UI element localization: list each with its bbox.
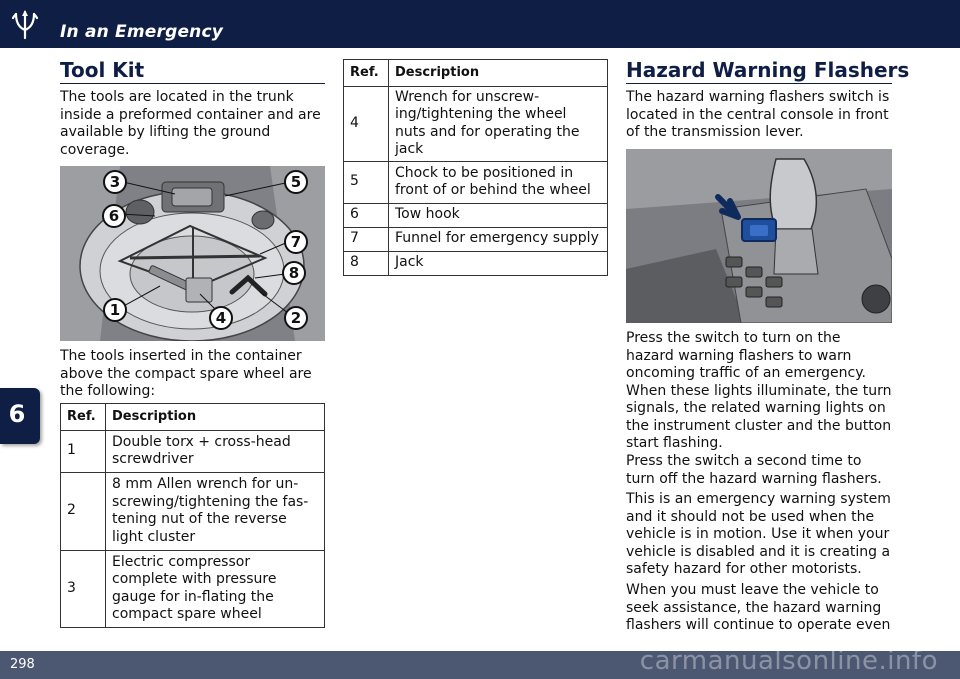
tool-kit-intro: The tools are located in the trunk inside a preformed container and are available by lifting the ground coverage. (60, 89, 321, 158)
page-header (0, 0, 960, 48)
svg-text:5: 5 (290, 173, 302, 191)
callout-8 (283, 262, 305, 284)
description-cell: Wrench for unscrew-ing/tightening the wheel nuts and for operating the jack (389, 86, 608, 161)
description-cell: 8 mm Allen wrench for un-screwing/tightening the fas-tening nut of the reverse light cluster (106, 472, 325, 550)
chapter-tab[interactable] (0, 388, 40, 444)
tool-kit-title: Tool Kit (60, 58, 145, 82)
tool-kit-figure (60, 166, 325, 341)
table-header-row (61, 404, 325, 431)
table-header-row (344, 60, 608, 87)
hazard-paragraph-4: When you must leave the vehicle to seek assistance, the hazard warning flashers will continue to operate even (626, 582, 891, 633)
page-number: 298 (10, 657, 35, 672)
header-title: In an Emergency (60, 22, 224, 42)
hazard-switch-figure (626, 149, 892, 323)
ref-cell: 7 (344, 227, 389, 251)
hazard-title: Hazard Warning Flashers (626, 58, 910, 82)
svg-text:8: 8 (288, 264, 300, 282)
table-row (61, 472, 325, 550)
svg-text:3: 3 (109, 173, 121, 191)
description-cell: Funnel for emergency supply (389, 227, 608, 251)
table-row (344, 86, 608, 161)
hazard-paragraph-2: Press the switch a second time to turn off the hazard warning flashers. (626, 453, 882, 487)
description-cell: Jack (389, 251, 608, 275)
ref-cell: 3 (61, 550, 106, 627)
table-row (61, 430, 325, 472)
col-header-description: Description (389, 60, 608, 87)
ref-cell: 5 (344, 161, 389, 203)
table-row (344, 251, 608, 275)
callout-4 (210, 307, 232, 329)
svg-text:2: 2 (290, 309, 302, 327)
trident-icon (8, 8, 42, 42)
col-header-ref: Ref. (344, 60, 389, 87)
ref-cell: 1 (61, 430, 106, 472)
table-row (61, 550, 325, 627)
description-cell: Electric compressor complete with pressure gauge for in-flating the compact spare wheel (106, 550, 325, 627)
callout-2 (285, 307, 307, 329)
hazard-paragraph-1: Press the switch to turn on the hazard warning flashers to warn oncoming traffic of an emergency. When these lights illuminate, the turn signals, the related warning lights on the instrument cluster and the button start flashing. (626, 330, 892, 451)
svg-text:1: 1 (109, 301, 121, 319)
watermark: carmanualsonline.info (639, 646, 938, 676)
callout-6 (103, 205, 125, 227)
svg-text:4: 4 (215, 309, 227, 327)
description-cell: Chock to be positioned in front of or behind the wheel (389, 161, 608, 203)
table-row (344, 161, 608, 203)
svg-text:7: 7 (290, 233, 302, 251)
description-cell: Double torx + cross-head screwdriver (106, 430, 325, 472)
description-cell: Tow hook (389, 203, 608, 227)
table-row (344, 203, 608, 227)
callout-5 (285, 171, 307, 193)
ref-cell: 6 (344, 203, 389, 227)
callout-3 (104, 171, 126, 193)
callout-7 (285, 231, 307, 253)
ref-cell: 8 (344, 251, 389, 275)
callout-1 (104, 299, 126, 321)
chapter-number: 6 (8, 400, 26, 428)
table-row (344, 227, 608, 251)
hazard-paragraph-3: This is an emergency warning system and it should not be used when the vehicle is in motion. Use it when your vehicle is disabled and it is creating a safety hazard for other motorists. (626, 491, 891, 577)
col-header-description: Description (106, 404, 325, 431)
tool-kit-container-text: The tools inserted in the container above the compact spare wheel are the following: (60, 348, 312, 399)
tools-table-part2 (343, 59, 608, 276)
title-rule (626, 83, 892, 84)
svg-text:6: 6 (108, 207, 120, 225)
col-header-ref: Ref. (61, 404, 106, 431)
tools-table-part1 (60, 403, 325, 628)
ref-cell: 2 (61, 472, 106, 550)
title-rule (60, 83, 325, 84)
hazard-intro: The hazard warning flashers switch is located in the central console in front of the transmission lever. (626, 89, 890, 140)
ref-cell: 4 (344, 86, 389, 161)
